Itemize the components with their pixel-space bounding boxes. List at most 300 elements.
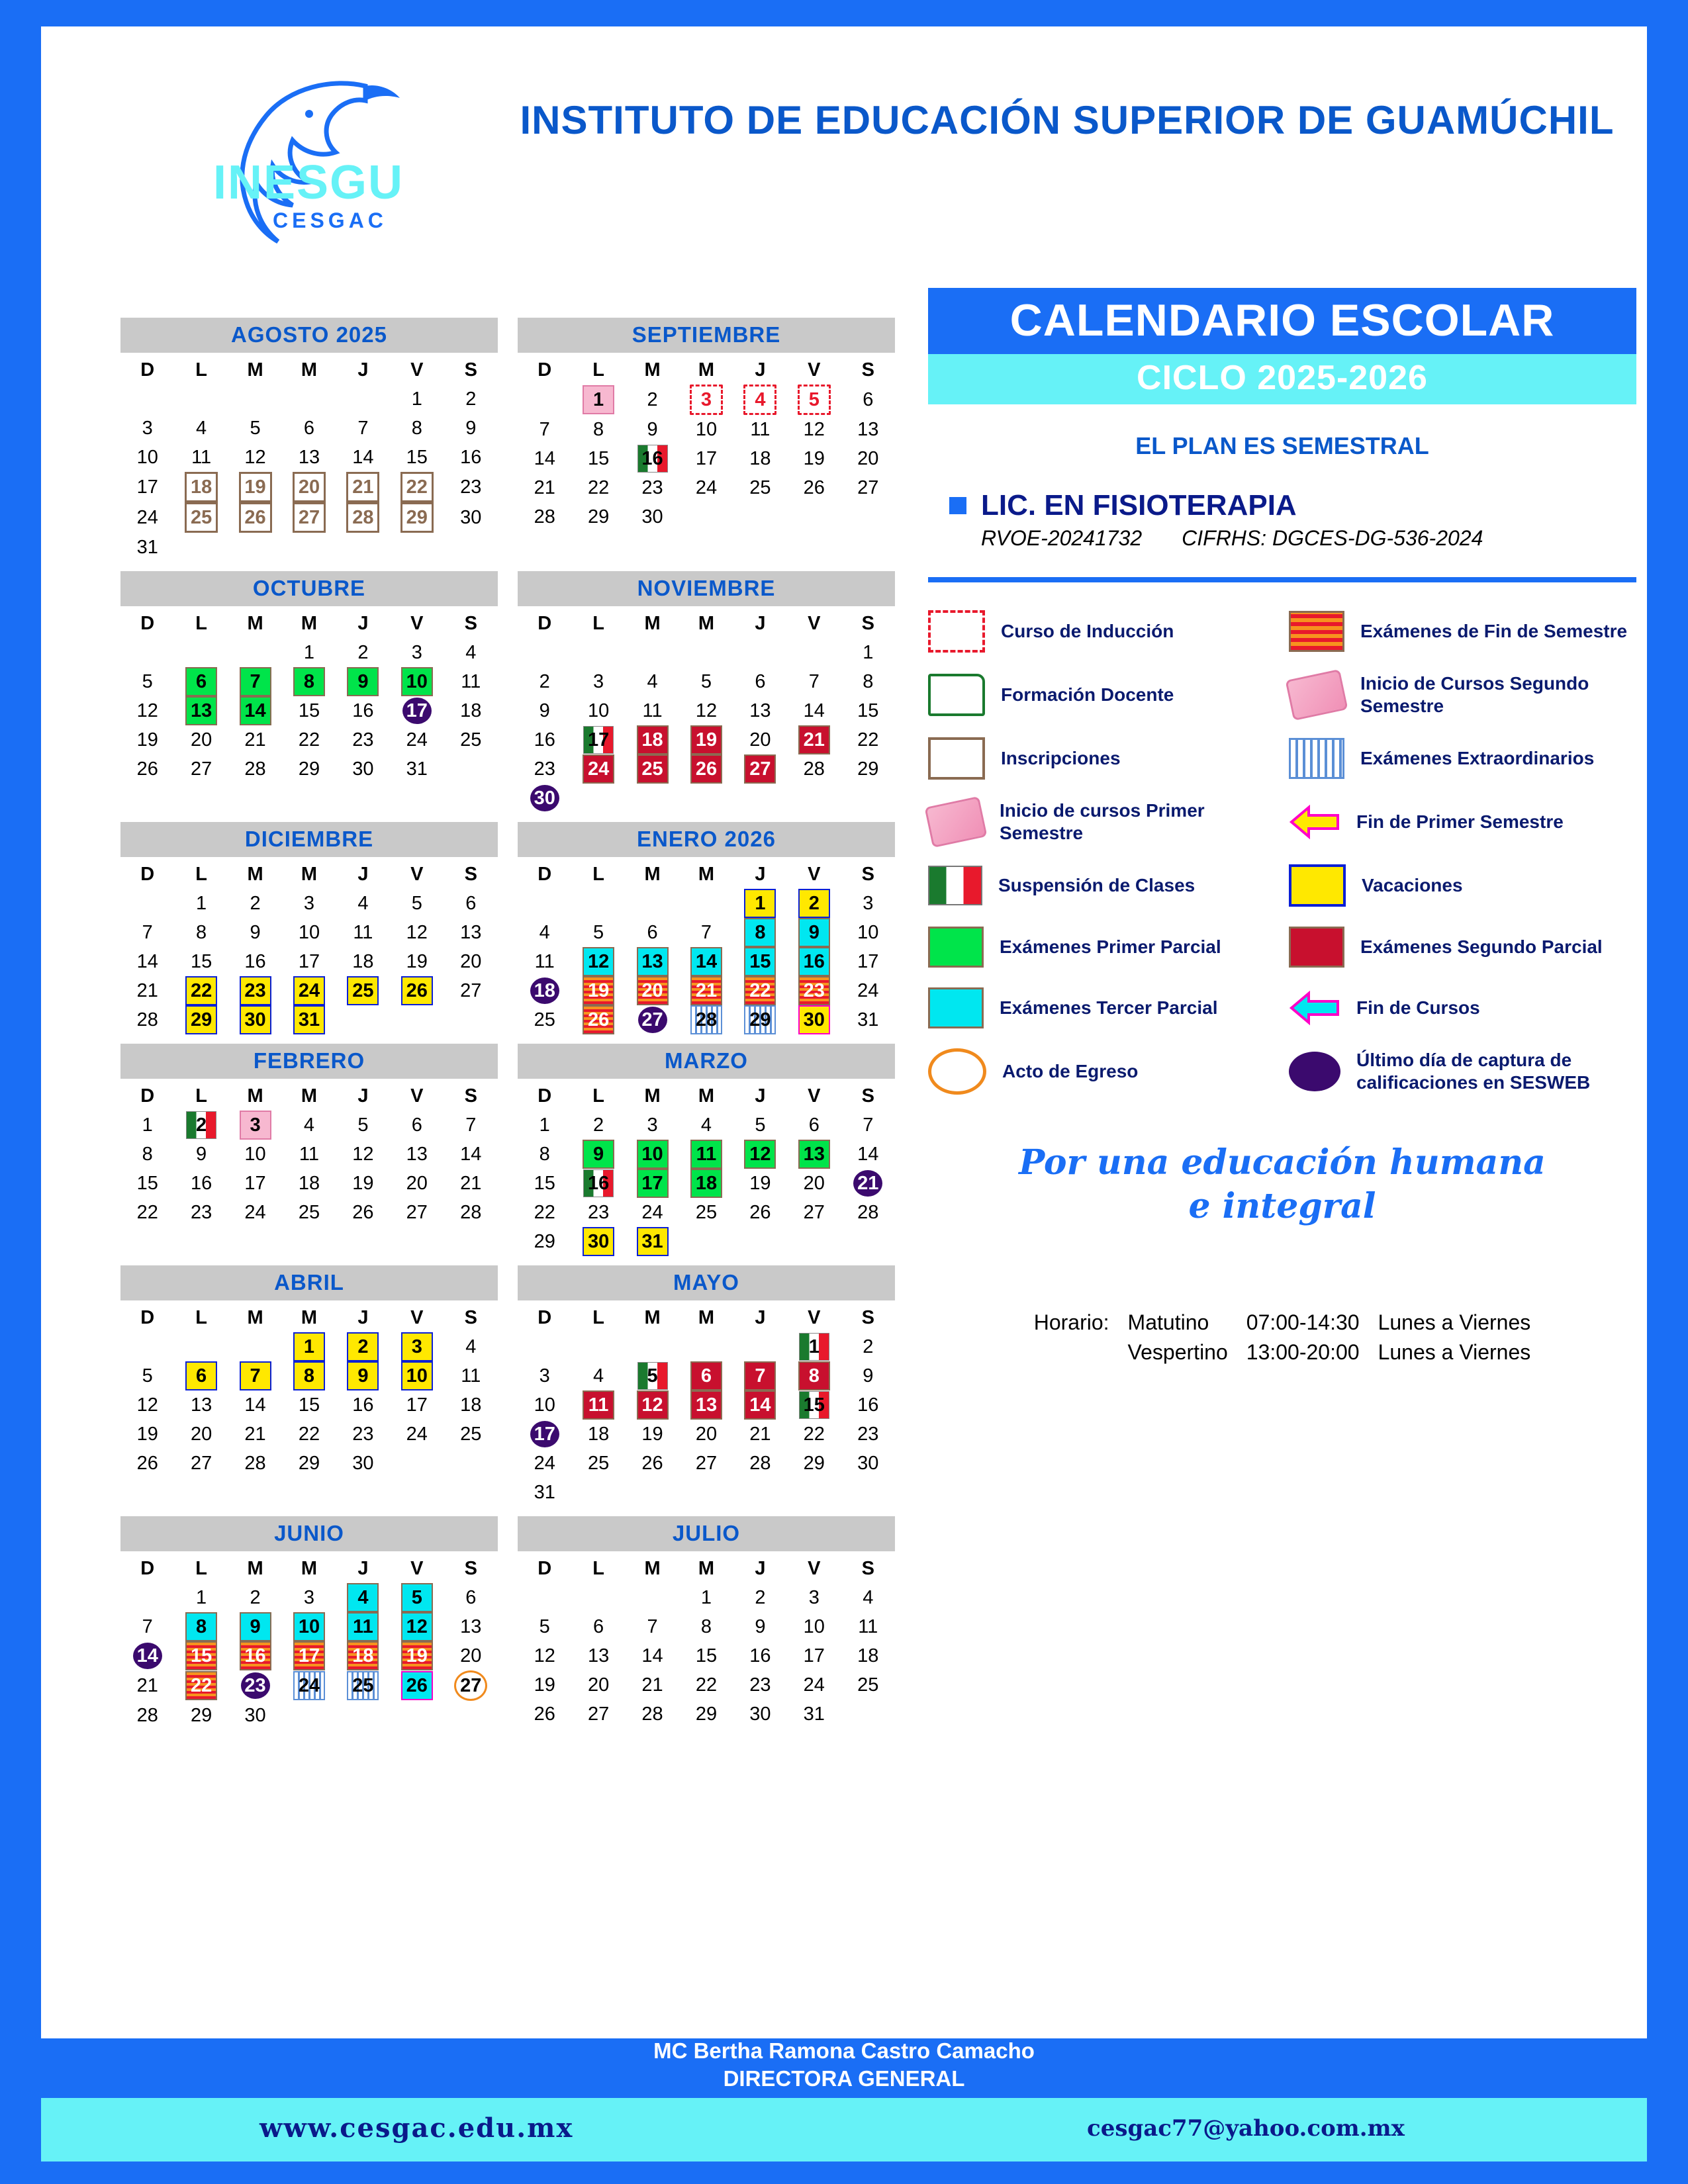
day-cell: 1 (411, 388, 422, 410)
day-slot (444, 1140, 498, 1169)
legend-item (928, 864, 1276, 907)
day-cell: 27 (460, 980, 482, 1001)
email-link[interactable]: cesgac77@yahoo.com.mx (1087, 2115, 1405, 2142)
day-slot (282, 472, 336, 502)
day-cell: 4 (357, 893, 369, 914)
week-row (518, 784, 895, 813)
day-slot (787, 1670, 841, 1700)
day-slot (679, 1361, 733, 1390)
day-slot (228, 1701, 282, 1730)
day-slot (733, 1005, 787, 1034)
day-cell: 30 (749, 1704, 771, 1725)
day-slot (679, 754, 733, 784)
day-slot (571, 918, 625, 947)
day-cell: 23 (460, 477, 482, 498)
day-slot (787, 1641, 841, 1670)
day-slot (841, 1612, 895, 1641)
day-slot (282, 1449, 336, 1478)
day-cell: 29 (190, 1705, 212, 1726)
legend-item (928, 1048, 1276, 1095)
day-cell: 3 (808, 1587, 820, 1608)
day-slot (679, 1005, 733, 1034)
day-slot (120, 976, 174, 1005)
weekday-header: M (698, 863, 715, 885)
day-cell: 23 (587, 1202, 610, 1223)
week-row (518, 1198, 895, 1227)
day-cell: 4 (465, 642, 477, 663)
day-slot (228, 1111, 282, 1140)
legend-label: Fin de Primer Semestre (1356, 811, 1564, 832)
day-cell: 2 (647, 389, 658, 410)
day-slot (518, 1641, 571, 1670)
day-cell: 24 (695, 477, 718, 498)
day-cell: 16 (352, 700, 374, 721)
day-cell: 5 (401, 1583, 433, 1612)
day-cell: 6 (465, 893, 477, 914)
day-slot (174, 947, 228, 976)
logo-text: INESGU (213, 156, 404, 209)
legend-swatch-suspension (928, 866, 982, 905)
day-slot (120, 472, 174, 502)
day-slot (841, 1390, 895, 1420)
day-slot (679, 976, 733, 1005)
day-cell: 27 (406, 1202, 428, 1223)
day-cell: 15 (744, 947, 776, 976)
week-row (518, 889, 895, 918)
day-cell: 13 (857, 419, 879, 440)
day-cell: 17 (695, 448, 718, 469)
empty-slot (571, 1478, 625, 1507)
week-row (518, 1449, 895, 1478)
day-slot (390, 918, 444, 947)
day-cell: 4 (347, 1583, 379, 1612)
day-cell: 28 (244, 758, 266, 780)
week-row (518, 976, 895, 1005)
day-cell: 11 (750, 419, 771, 440)
day-cell: 23 (352, 729, 374, 751)
day-cell: 25 (637, 754, 669, 784)
day-cell: 21 (460, 1173, 482, 1194)
empty-slot (841, 502, 895, 531)
day-cell: 8 (863, 671, 874, 692)
day-slot (787, 1111, 841, 1140)
day-cell: 20 (190, 729, 212, 751)
day-slot (228, 472, 282, 502)
day-slot (228, 1670, 282, 1701)
director-name: MC Bertha Ramona Castro Camacho (653, 2038, 1035, 2063)
day-slot (228, 1449, 282, 1478)
day-cell: 11 (347, 1612, 379, 1641)
poster-inner (41, 26, 1647, 2161)
day-slot (787, 1140, 841, 1169)
legend-item (928, 737, 1276, 780)
day-slot (228, 1583, 282, 1612)
day-slot (733, 1420, 787, 1449)
day-cell: 25 (460, 729, 482, 751)
weekday-header: V (410, 863, 424, 885)
empty-slot (626, 1583, 679, 1612)
day-cell: 7 (700, 922, 712, 943)
day-slot (390, 754, 444, 784)
weekday-header: M (247, 1557, 263, 1579)
day-cell: 28 (244, 1453, 266, 1474)
day-cell: 22 (587, 477, 610, 498)
day-cell: 28 (346, 502, 379, 533)
weekday-header: S (861, 863, 874, 885)
day-cell: 16 (240, 1641, 271, 1670)
empty-slot (120, 889, 174, 918)
institution-name: INSTITUTO DE EDUCACIÓN SUPERIOR DE GUAMÚCHIL (520, 98, 1615, 142)
day-cell: 20 (857, 448, 879, 469)
day-cell: 6 (755, 671, 766, 692)
empty-slot (787, 502, 841, 531)
day-slot (571, 1227, 625, 1256)
weekday-header: S (464, 1557, 477, 1579)
weekday-header: D (140, 359, 155, 381)
empty-slot (444, 533, 498, 562)
week-row (518, 947, 895, 976)
day-cell: 16 (749, 1645, 771, 1666)
day-cell: 29 (534, 1231, 555, 1252)
day-slot (174, 1670, 228, 1701)
day-cell: 1 (583, 385, 614, 414)
day-cell: 7 (142, 1616, 153, 1637)
month-table (120, 860, 498, 1034)
weekday-header: M (698, 612, 715, 634)
day-cell: 21 (798, 725, 830, 754)
day-slot (571, 415, 625, 444)
day-cell: 9 (539, 700, 550, 721)
day-cell: 10 (293, 1612, 325, 1641)
day-cell: 24 (136, 507, 158, 528)
day-cell: 22 (136, 1202, 158, 1223)
day-cell: 20 (587, 1674, 610, 1696)
day-slot (571, 1641, 625, 1670)
day-slot (282, 1332, 336, 1361)
day-slot (841, 1670, 895, 1700)
day-slot (571, 473, 625, 502)
empty-slot (733, 638, 787, 667)
day-slot (174, 889, 228, 918)
day-slot (626, 947, 679, 976)
day-slot (174, 918, 228, 947)
day-cell: 2 (357, 642, 369, 663)
day-cell: 30 (352, 758, 374, 780)
day-cell: 4 (196, 418, 207, 439)
day-cell: 25 (695, 1202, 718, 1223)
day-cell: 31 (406, 758, 428, 780)
day-slot (518, 1420, 571, 1449)
legend-label: Exámenes Extraordinarios (1360, 748, 1595, 768)
weekday-header: J (755, 1306, 766, 1328)
day-slot (336, 889, 390, 918)
day-cell: 17 (136, 477, 158, 498)
day-slot (228, 918, 282, 947)
day-cell: 3 (411, 642, 422, 663)
day-slot (571, 502, 625, 531)
calendar-month (518, 1265, 895, 1507)
day-slot (174, 414, 228, 443)
day-slot (571, 1005, 625, 1034)
day-slot (733, 1169, 787, 1198)
empty-slot (444, 754, 498, 784)
week-row (518, 1227, 895, 1256)
day-cell: 13 (587, 1645, 610, 1666)
day-cell: 5 (411, 893, 422, 914)
day-cell: 3 (401, 1332, 433, 1361)
day-cell: 17 (637, 1169, 669, 1198)
day-slot (518, 667, 571, 696)
day-slot (174, 696, 228, 725)
day-cell: 27 (454, 1670, 487, 1701)
weekday-header: D (140, 1085, 155, 1107)
day-cell: 2 (593, 1115, 604, 1136)
weekday-header: V (410, 359, 424, 381)
day-slot (120, 947, 174, 976)
day-cell: 19 (803, 448, 825, 469)
day-slot (282, 1641, 336, 1670)
schedule-label: Horario: (1033, 1310, 1109, 1334)
day-slot (282, 725, 336, 754)
day-cell: 20 (637, 976, 669, 1005)
day-slot (841, 473, 895, 502)
day-cell: 10 (534, 1394, 555, 1416)
weekday-header: S (464, 359, 477, 381)
calendar-month-row (120, 1265, 895, 1507)
week-row (518, 1641, 895, 1670)
day-cell: 10 (637, 1140, 669, 1169)
day-cell: 8 (700, 1616, 712, 1637)
day-slot (626, 1140, 679, 1169)
day-slot (174, 502, 228, 533)
day-slot (444, 918, 498, 947)
week-row (518, 638, 895, 667)
day-cell: 27 (744, 754, 776, 784)
day-slot (841, 1361, 895, 1390)
empty-slot (282, 385, 336, 414)
career-name: LIC. EN FISIOTERAPIA (981, 489, 1297, 522)
day-slot (841, 1641, 895, 1670)
day-slot (336, 502, 390, 533)
day-cell: 4 (465, 1336, 477, 1357)
day-cell: 13 (749, 700, 771, 721)
day-cell: 23 (857, 1424, 879, 1445)
empty-slot (518, 1583, 571, 1612)
day-slot (679, 1390, 733, 1420)
arrow-left-icon (1289, 803, 1340, 841)
weekday-header: M (301, 863, 318, 885)
month-title: DICIEMBRE (120, 822, 498, 857)
day-cell: 20 (406, 1173, 428, 1194)
legend-item (1289, 672, 1636, 717)
day-slot (174, 1612, 228, 1641)
day-slot (444, 1169, 498, 1198)
day-cell: 30 (460, 507, 482, 528)
day-cell: 27 (803, 1202, 825, 1223)
day-slot (571, 725, 625, 754)
day-slot (282, 754, 336, 784)
day-slot (336, 696, 390, 725)
day-cell: 5 (142, 671, 153, 692)
day-cell: 21 (244, 1424, 266, 1445)
weekday-header: S (861, 359, 874, 381)
month-table (518, 1081, 895, 1256)
day-slot (336, 1111, 390, 1140)
schedule-shift-0: Matutino (1127, 1310, 1209, 1334)
day-slot (733, 725, 787, 754)
day-cell: 19 (406, 951, 428, 972)
week-row (120, 1583, 498, 1612)
legend-label: Fin de Cursos (1356, 997, 1480, 1018)
footer-contact-bar (41, 2098, 1647, 2161)
empty-slot (282, 533, 336, 562)
day-slot (390, 1361, 444, 1390)
day-slot (679, 1612, 733, 1641)
day-cell: 21 (853, 1170, 882, 1197)
week-row (518, 667, 895, 696)
calendar-month-row (120, 571, 895, 813)
day-slot (733, 918, 787, 947)
day-cell: 30 (857, 1453, 879, 1474)
day-slot (120, 1390, 174, 1420)
day-cell: 19 (641, 1424, 663, 1445)
day-slot (787, 1361, 841, 1390)
day-cell: 14 (240, 696, 271, 725)
day-slot (733, 696, 787, 725)
day-slot (841, 754, 895, 784)
week-row (120, 1169, 498, 1198)
empty-slot (787, 638, 841, 667)
day-slot (444, 1641, 498, 1670)
day-slot (518, 754, 571, 784)
day-slot (626, 502, 679, 531)
day-cell: 29 (298, 1453, 320, 1474)
day-slot (390, 1169, 444, 1198)
day-slot (626, 1390, 679, 1420)
empty-slot (518, 385, 571, 415)
day-cell: 26 (401, 976, 433, 1005)
empty-slot (390, 1449, 444, 1478)
day-slot (733, 1198, 787, 1227)
day-cell: 11 (299, 1144, 320, 1165)
day-cell: 2 (250, 893, 261, 914)
day-cell: 22 (185, 976, 217, 1005)
day-cell: 25 (347, 1671, 379, 1700)
week-row (518, 1332, 895, 1361)
day-slot (518, 1198, 571, 1227)
day-cell: 26 (136, 758, 158, 780)
weekday-header: D (538, 863, 552, 885)
day-slot (841, 947, 895, 976)
day-cell: 21 (641, 1674, 663, 1696)
day-slot (518, 1169, 571, 1198)
legend-item (1289, 864, 1636, 907)
week-row (518, 1390, 895, 1420)
weekday-header: D (538, 359, 552, 381)
weekday-header: J (357, 1085, 369, 1107)
day-slot (444, 1670, 498, 1701)
day-cell: 24 (641, 1202, 663, 1223)
day-cell: 21 (136, 1675, 158, 1696)
day-cell: 26 (749, 1202, 771, 1223)
legend-item (928, 799, 1276, 844)
day-cell: 11 (642, 700, 663, 721)
bullet-square-icon (949, 497, 966, 514)
weekday-header: M (301, 1557, 318, 1579)
day-cell: 19 (401, 1641, 433, 1670)
day-cell: 12 (401, 1612, 433, 1641)
day-cell: 2 (539, 671, 550, 692)
day-slot (626, 1198, 679, 1227)
day-cell: 19 (136, 729, 158, 751)
day-cell: 6 (690, 1361, 722, 1390)
day-slot (228, 1361, 282, 1390)
day-cell: 28 (857, 1202, 879, 1223)
calendar-month-row (120, 822, 895, 1034)
day-slot (336, 725, 390, 754)
day-cell: 5 (700, 671, 712, 692)
day-slot (841, 1583, 895, 1612)
empty-slot (626, 889, 679, 918)
day-cell: 31 (136, 537, 158, 558)
day-cell: 5 (637, 1362, 668, 1390)
empty-slot (841, 784, 895, 813)
calendar-month (120, 1516, 498, 1730)
day-slot (679, 1700, 733, 1729)
day-cell: 31 (857, 1009, 879, 1030)
legend-swatch-formacion (928, 674, 985, 716)
day-slot (679, 667, 733, 696)
day-cell: 25 (185, 502, 218, 533)
day-slot (518, 502, 571, 531)
day-cell: 14 (352, 447, 374, 468)
day-slot (174, 1641, 228, 1670)
day-cell: 15 (587, 448, 610, 469)
empty-slot (571, 638, 625, 667)
week-row (120, 947, 498, 976)
week-row (518, 1670, 895, 1700)
day-cell: 1 (799, 1333, 829, 1361)
day-cell: 15 (190, 951, 212, 972)
day-cell: 7 (240, 1361, 271, 1390)
day-slot (679, 473, 733, 502)
day-slot (120, 754, 174, 784)
day-cell: 29 (185, 1005, 217, 1034)
website-link[interactable]: www.cesgac.edu.mx (259, 2113, 574, 2144)
month-title: ENERO 2026 (518, 822, 895, 857)
day-slot (120, 1701, 174, 1730)
legend-label: Inscripciones (1001, 748, 1121, 768)
day-cell: 10 (298, 922, 320, 943)
day-cell: 28 (136, 1009, 158, 1030)
schedule (928, 1308, 1636, 1367)
day-cell: 9 (347, 1361, 379, 1390)
day-slot (841, 976, 895, 1005)
month-table (518, 860, 895, 1034)
empty-slot (841, 1478, 895, 1507)
day-slot (444, 1361, 498, 1390)
day-cell: 8 (744, 918, 776, 947)
weekday-header: L (195, 1306, 207, 1328)
day-slot (518, 1478, 571, 1507)
day-slot (390, 976, 444, 1005)
day-cell: 18 (347, 1641, 379, 1670)
empty-slot (336, 1005, 390, 1034)
footer-director (41, 2037, 1647, 2093)
calendar-month (518, 822, 895, 1034)
empty-slot (336, 1701, 390, 1730)
day-slot (626, 1700, 679, 1729)
